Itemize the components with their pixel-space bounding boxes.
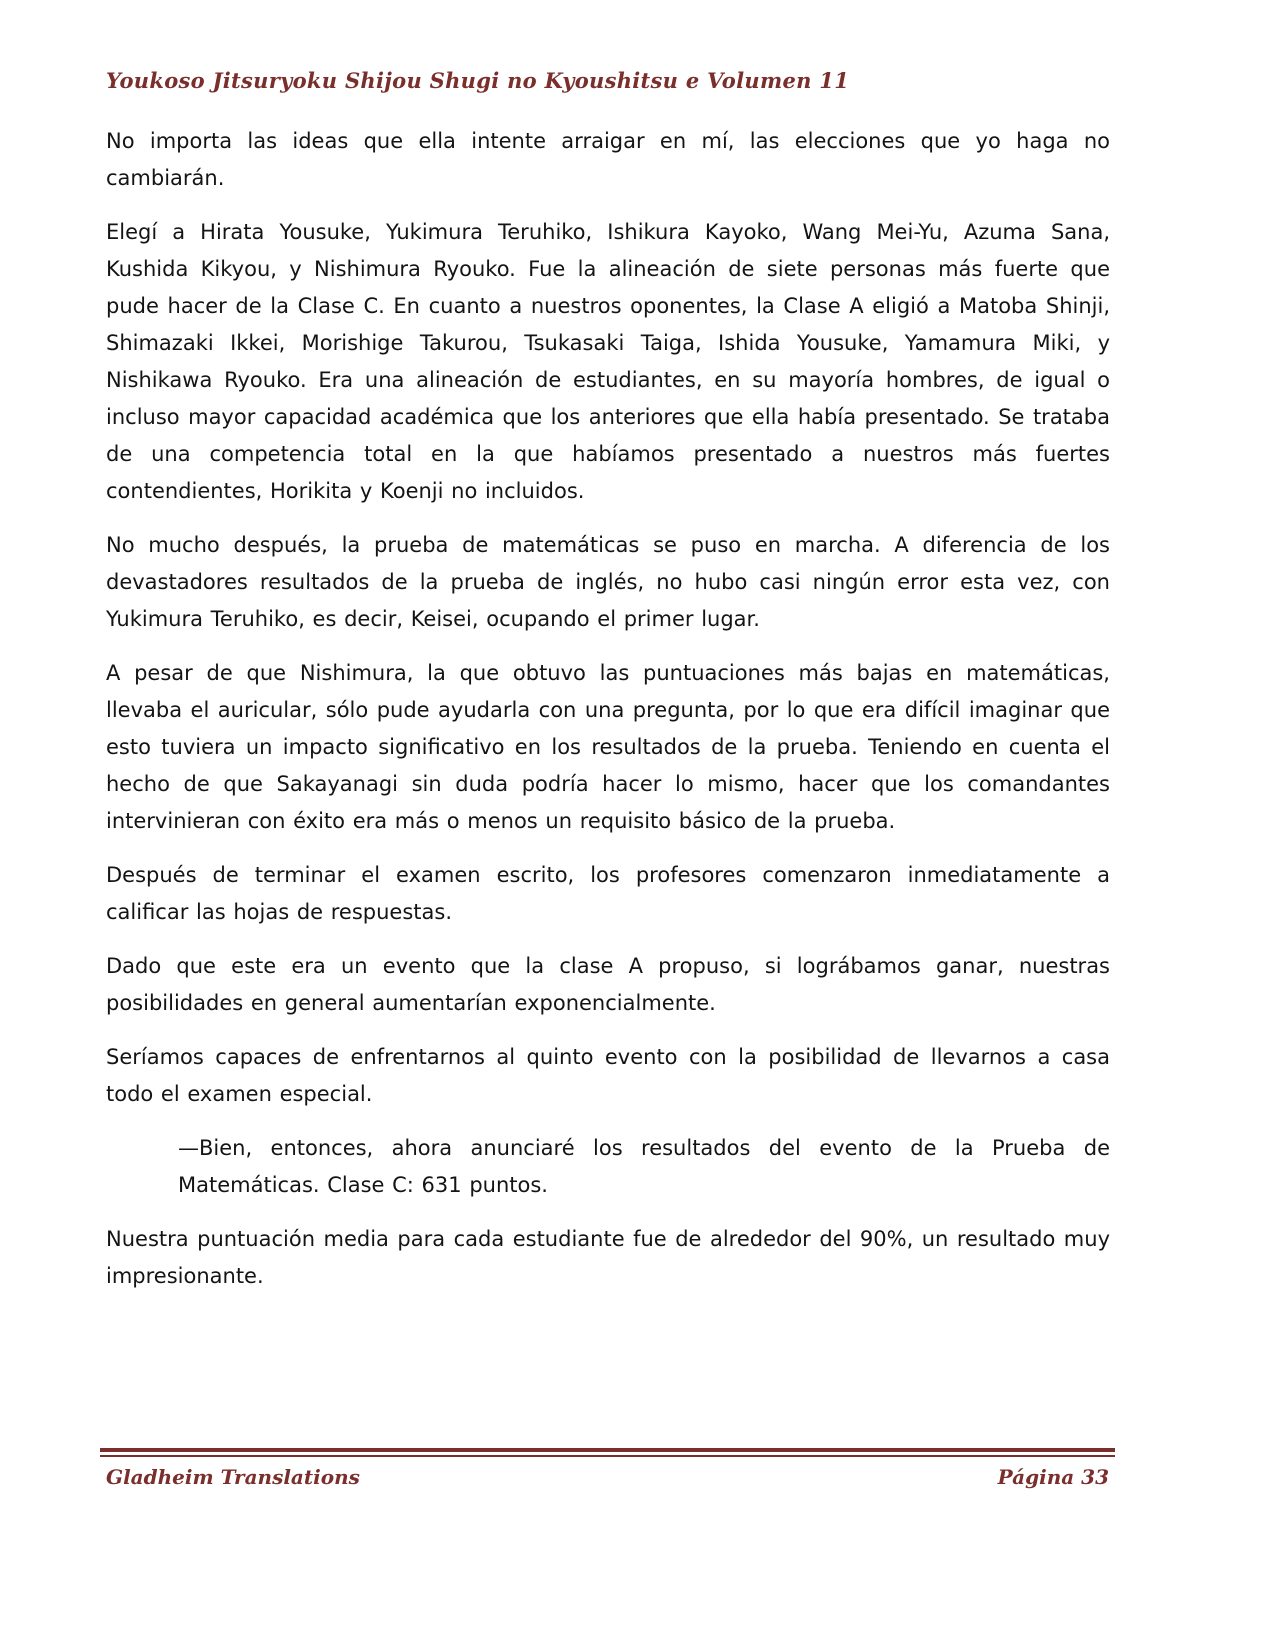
paragraph-3: No mucho después, la prueba de matemáticas se puso en marcha. A diferencia de los devastadores resultados de la prueba de inglés, no hubo casi ningún error esta vez, con Yukimura Teruhiko, es decir, Keisei, ocupando el primer lugar. [106, 533, 1110, 631]
footer-translator-credit: Gladheim Translations [106, 1465, 360, 1489]
footer-row [100, 1463, 1115, 1489]
page-body [106, 123, 1110, 1295]
page-footer [100, 1448, 1115, 1489]
paragraph-9: Nuestra puntuación media para cada estudiante fue de alrededor del 90%, un resultado muy impresionante. [106, 1227, 1110, 1288]
paragraph-6: Dado que este era un evento que la clase A propuso, si lográbamos ganar, nuestras posibilidades en general aumentarían exponencialmente. [106, 954, 1110, 1015]
paragraph-1: No importa las ideas que ella intente arraigar en mí, las elecciones que yo haga no cambiarán. [106, 129, 1110, 190]
paragraph-dialogue: —Bien, entonces, ahora anunciaré los resultados del evento de la Prueba de Matemáticas. Clase C: 631 puntos. [178, 1136, 1110, 1197]
paragraph-4: A pesar de que Nishimura, la que obtuvo las puntuaciones más bajas en matemáticas, llevaba el auricular, sólo pude ayudarla con una pregunta, por lo que era difícil imaginar que esto tuviera un impacto significativo en los resultados de la prueba. Teniendo en cuenta el hecho de que Sakayanagi sin duda podría hacer lo mismo, hacer que los comandantes intervinieran con éxito era más o menos un requisito básico de la prueba. [106, 661, 1110, 833]
document-title: Youkoso Jitsuryoku Shijou Shugi no Kyoushitsu e Volumen 11 [106, 68, 850, 93]
footer-divider [100, 1448, 1115, 1457]
paragraph-7: Seríamos capaces de enfrentarnos al quinto evento con la posibilidad de llevarnos a casa todo el examen especial. [106, 1045, 1110, 1106]
footer-page-number: Página 33 [997, 1465, 1109, 1489]
paragraph-5: Después de terminar el examen escrito, los profesores comenzaron inmediatamente a calificar las hojas de respuestas. [106, 863, 1110, 924]
paragraph-2: Elegí a Hirata Yousuke, Yukimura Teruhiko, Ishikura Kayoko, Wang Mei-Yu, Azuma Sana, Kushida Kikyou, y Nishimura Ryouko. Fue la alineación de siete personas más fuerte que pude hacer de la Clase C. En cuanto a nuestros oponentes, la Clase A eligió a Matoba Shinji, Shimazaki Ikkei, Morishige Takurou, Tsukasaki Taiga, Ishida Yousuke, Yamamura Miki, y Nishikawa Ryouko. Era una alineación de estudiantes, en su mayoría hombres, de igual o incluso mayor capacidad académica que los anteriores que ella había presentado. Se trataba de una competencia total en la que habíamos presentado a nuestros más fuertes contendientes, Horikita y Koenji no incluidos. [106, 220, 1110, 503]
page-header [106, 68, 1110, 93]
